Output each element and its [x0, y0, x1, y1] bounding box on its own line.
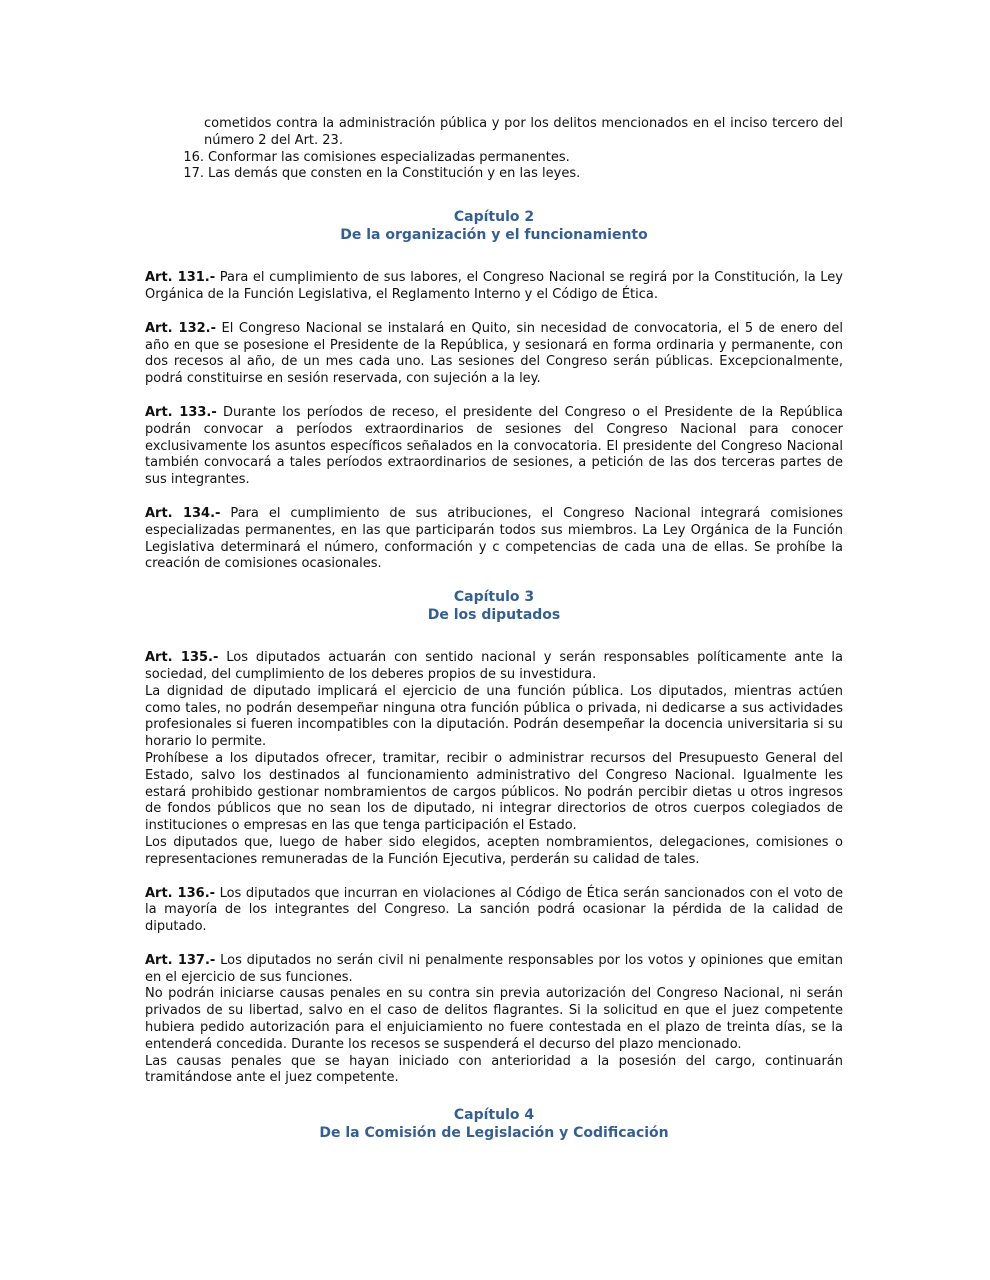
chapter-title: Capítulo 2 [453, 209, 535, 226]
list-item [145, 150, 843, 167]
document-page [145, 116, 843, 1142]
article-label: Art. 137.- [145, 952, 216, 968]
chapter-heading [145, 589, 843, 624]
article-label: Art. 132.- [145, 320, 217, 336]
article-text: Los diputados que incurran en violaciones al Código de Ética serán sancionados con el voto de la mayoría de los integrantes del Congreso. La sanción podrá ocasionar la pérdida de la calidad de diputado. [145, 885, 843, 935]
list-item [145, 116, 843, 150]
article-paragraph: Prohíbese a los diputados ofrecer, tramitar, recibir o administrar recursos del Presupuesto General del Estado, salvo los destinados al funcionamiento administrativo del Congreso Nacional. Igualmente les estará prohibido gestionar nombramientos de cargos públicos. No podrán percibir dietas u otros ingresos de fondos públicos que no sean los de diputado, ni integrar directorios de otros cuerpos colegiados de instituciones o empresas en las que tenga participación el Estado. [145, 750, 843, 834]
article-134 [145, 506, 843, 573]
article-label: Art. 134.- [145, 505, 221, 521]
list-item-number: 16. [183, 149, 204, 165]
article-text: Para el cumplimiento de sus atribuciones, el Congreso Nacional integrará comisiones especializadas permanentes, en las que participarán todos sus miembros. La Ley Orgánica de la Función Legislativa determinará el número, conformación y c competencias de cada una de ellas. Se prohíbe la creación de comisiones ocasionales. [145, 505, 843, 572]
list-item-text: Conformar las comisiones especializadas permanentes. [208, 149, 570, 165]
chapter-subtitle: De la Comisión de Legislación y Codificación [319, 1124, 669, 1141]
chapter-title: Capítulo 3 [453, 589, 535, 606]
article-132 [145, 321, 843, 388]
article-label: Art. 131.- [145, 270, 216, 286]
article-135 [145, 650, 843, 684]
list-item [145, 166, 843, 183]
article-label: Art. 135.- [145, 650, 219, 666]
article-label: Art. 136.- [145, 885, 216, 901]
article-133 [145, 405, 843, 489]
article-text: El Congreso Nacional se instalará en Quito, sin necesidad de convocatoria, el 5 de enero del año en que se posesione el Presidente de la República, y sesionará en forma ordinaria y permanente, con dos recesos al año, de un mes cada uno. Las sesiones del Congreso serán públicas. Excepcionalmente, podrá constituirse en sesión reservada, con sujeción a la ley. [145, 320, 843, 387]
article-136 [145, 886, 843, 936]
article-paragraph: No podrán iniciarse causas penales en su contra sin previa autorización del Congreso Nacional, ni serán privados de su libertad, salvo en el caso de delitos flagrantes. Si la solicitud en que el juez competente hubiera pedido autorización para el enjuiciamiento no fuere contestada en el plazo de treinta días, se la entenderá concedida. Durante los recesos se suspenderá el decurso del plazo mencionado. [145, 986, 843, 1052]
article-paragraph: La dignidad de diputado implicará el ejercicio de una función pública. Los diputados, mientras actúen como tales, no podrán desempeñar ninguna otra función pública o privada, ni dedicarse a sus actividades profesionales si fueren incompatibles con la diputación. Podrán desempeñar la docencia universitaria si su horario lo permite. [145, 683, 843, 750]
article-text: Los diputados actuarán con sentido nacional y serán responsables políticamente ante la sociedad, del cumplimiento de los deberes propios de su investidura. [145, 650, 844, 682]
article-text: Para el cumplimiento de sus labores, el Congreso Nacional se regirá por la Constitución, la Ley Orgánica de la Función Legislativa, el Reglamento Interno y el Código de Ética. [145, 270, 843, 302]
article-137 [145, 953, 843, 987]
chapter-heading [145, 209, 843, 244]
numbered-list [145, 116, 843, 183]
article-text: Durante los períodos de receso, el presidente del Congreso o el Presidente de la República podrán convocar a períodos extraordinarios de sesiones del Congreso Nacional para conocer exclusivamente los asuntos específicos señalados en la convocatoria. El presidente del Congreso Nacional también convocará a tales períodos extraordinarios de sesiones, a petición de las dos terceras partes de sus integrantes. [145, 404, 844, 488]
article-paragraph: Las causas penales que se hayan iniciado con anterioridad a la posesión del cargo, continuarán tramitándose ante el juez competente. [145, 1053, 843, 1086]
list-item-number: 17. [183, 166, 204, 182]
chapter-subtitle: De los diputados [427, 606, 561, 623]
chapter-subtitle: De la organización y el funcionamiento [340, 226, 648, 243]
chapter-title: Capítulo 4 [453, 1107, 535, 1124]
article-label: Art. 133.- [145, 404, 217, 420]
list-item-text: Las demás que consten en la Constitución y en las leyes. [208, 166, 581, 182]
chapter-heading [145, 1107, 843, 1142]
list-item-text: cometidos contra la administración pública y por los delitos mencionados en el inciso tercero del número 2 del Art. 23. [204, 116, 843, 148]
article-text: Los diputados no serán civil ni penalmente responsables por los votos y opiniones que emitan en el ejercicio de sus funciones. [145, 952, 843, 985]
article-paragraph: Los diputados que, luego de haber sido elegidos, acepten nombramientos, delegaciones, comisiones o representaciones remuneradas de la Función Ejecutiva, perderán su calidad de tales. [145, 834, 843, 867]
article-131 [145, 270, 843, 304]
